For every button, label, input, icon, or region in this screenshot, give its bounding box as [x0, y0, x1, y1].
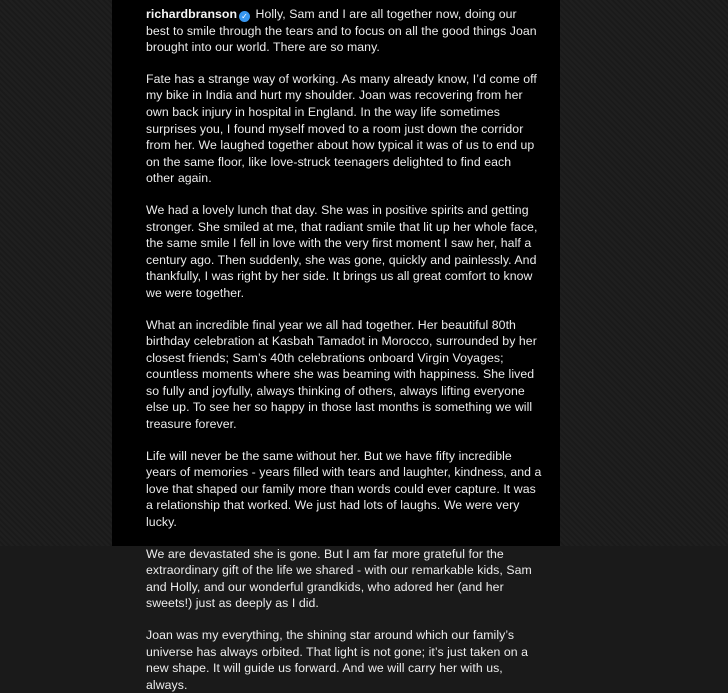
username-link[interactable]: richardbranson	[146, 7, 238, 21]
caption-paragraph-6: We are devastated she is gone. But I am far more grateful for the extraordinary gift of the life we shared - with our remarkable kids, Sam and Holly, and our wonderful grandkids, who adored her (and her sweets!) just as deeply as I did.	[146, 546, 532, 611]
caption-paragraph-3: We had a lovely lunch that day. She was in positive spirits and getting stronger. She smiled at me, that radiant smile that lit up her whole face, the same smile I fell in love with the very first moment I saw her, half a century ago. Then suddenly, she was gone, quickly and painlessly. And thankfully, I was right by her side. It brings us all great comfort to know we were together.	[146, 202, 538, 300]
verified-badge-icon: ✓	[239, 11, 250, 22]
caption-paragraph-7: Joan was my everything, the shining star around which our family’s universe has always orbited. That light is not gone; it’s just taken on a new shape. It will guide us forward. And we will carry her with us, always.	[146, 628, 529, 692]
caption-paragraph-1	[146, 6, 542, 56]
caption-paragraph-4: What an incredible final year we all had together. Her beautiful 80th birthday celebration at Kasbah Tamadot in Morocco, surrounded by her closest friends; Sam’s 40th celebrations onboard Virgin Voyages; countless moments where she was beaming with happiness. She lived so fully and joyfully, always thinking of others, always lifting everyone else up. To see her so happy in those last months is something we will treasure forever.	[146, 317, 537, 432]
instagram-caption-panel	[112, 0, 560, 692]
caption-paragraph-5: Life will never be the same without her. But we have fifty incredible years of memories - years filled with tears and laughter, kindness, and a love that shaped our family more than words could ever capture. It was a relationship that worked. We just had lots of laughs. We were very lucky.	[146, 448, 542, 530]
caption-paragraph-2: Fate has a strange way of working. As many already know, I’d come off my bike in India and hurt my shoulder. Joan was recovering from her own back injury in hospital in England. In the way life sometimes surprises you, I found myself moved to a room just down the corridor from her. We laughed together about how typical it was of us to end up on the same floor, like love-struck teenagers delighted to find each other again.	[146, 71, 537, 186]
caption-text-1: Holly, Sam and I are all together now, doing our best to smile through the tears and to focus on all the good things Joan brought into our world. There are so many.	[146, 7, 537, 55]
